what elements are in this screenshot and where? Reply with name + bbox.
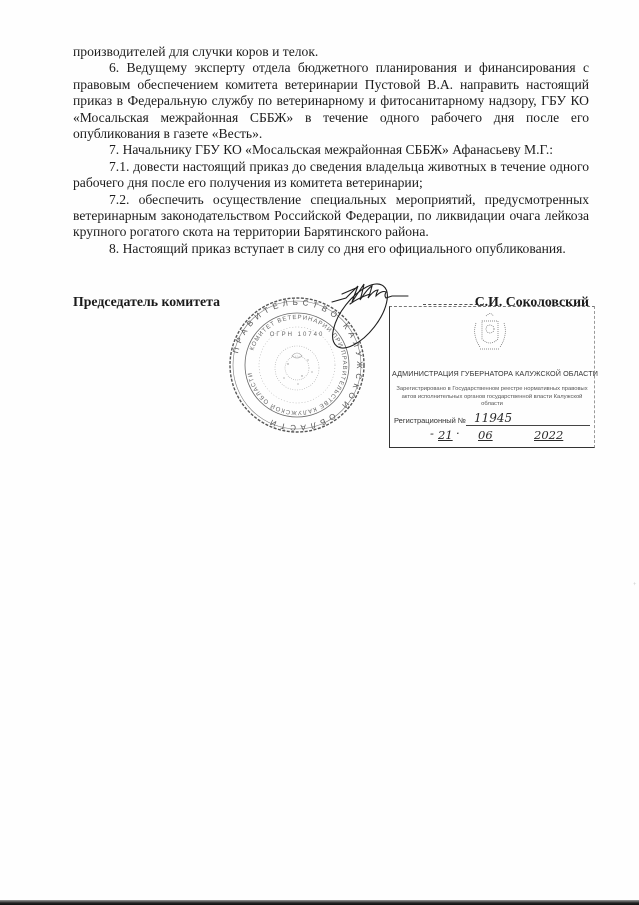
stamp-description: Зарегистрировано в Государственном реестре нормативных правовых актов исполнительных органов государственной власти Калужской области [396,386,588,407]
scan-bottom-edge [0,900,639,905]
stamp-registration-row [394,411,590,426]
handwritten-signature-icon [312,272,422,352]
signatory-title: Председатель комитета [73,294,220,309]
document-body [73,44,589,257]
signatory-name: С.И. Соколовский [474,294,589,309]
scan-margin-mark: + [633,582,637,588]
stamp-organization: АДМИНИСТРАЦИЯ ГУБЕРНАТОРА КАЛУЖСКОЙ ОБЛАСТИ [392,369,598,378]
paragraph-7-1: 7.1. довести настоящий приказ до сведения владельца животных в течение одного рабочего дня после его получения из комитета ветеринарии; [73,158,589,191]
date-separator: · [456,426,460,440]
paragraph-7: 7. Начальнику ГБУ КО «Мосальская межрайонная СББЖ» Афанасьеву М.Г.: [109,142,554,158]
registration-number-underline [466,425,590,426]
svg-text:ОГРН 10740: ОГРН 10740 [269,332,325,338]
registration-number-label: Регистрационный № [394,416,466,425]
paragraph-5-continuation: производителей для случки коров и телок. [73,44,319,59]
paragraph-7-2: 7.2. обеспечить осуществление специальных мероприятий, предусмотренных ветеринарным законодательством Российской Федерации, по ликвидации очага лейкоза крупного рогатого скота на территории Барятинского района. [73,191,589,240]
registration-number: 11945 [474,411,513,425]
registration-date-day: 21 [438,428,453,442]
svg-text:КОМИТЕТ ВЕТЕРИНАРИИ ПРИ ПРАВИТ: КОМИТЕТ ВЕТЕРИНАРИИ ПРИ ПРАВИТЕЛЬСТВЕ КАЛУЖСКОЙ ОБЛАСТИ [247,314,348,416]
registration-date-month: 06 [478,428,493,442]
stamp-date-row [430,428,586,442]
svg-text:ПРАВИТЕЛЬСТВО КАЛУЖСКОЙ ОБЛАСТ: ПРАВИТЕЛЬСТВО КАЛУЖСКОЙ ОБЛАСТИ [231,297,365,433]
paragraph-8: 8. Настоящий приказ вступает в силу со дня его официального опубликования. [109,240,566,256]
coat-of-arms-icon [468,313,512,355]
date-separator: - [430,426,434,440]
registration-date-year: 2022 [534,428,564,442]
paragraph-6: 6. Ведущему эксперту отдела бюджетного планирования и финансирования с правовым обеспечением комитета ветеринарии Пустовой В.А. направить настоящий приказ в Федеральную службу по ветеринарному и фитосанитарному надзору, ГБУ КО «Мосальская межрайонная СББЖ» в течение одного рабочего дня после его опубликования в газете «Весть». [73,60,589,142]
